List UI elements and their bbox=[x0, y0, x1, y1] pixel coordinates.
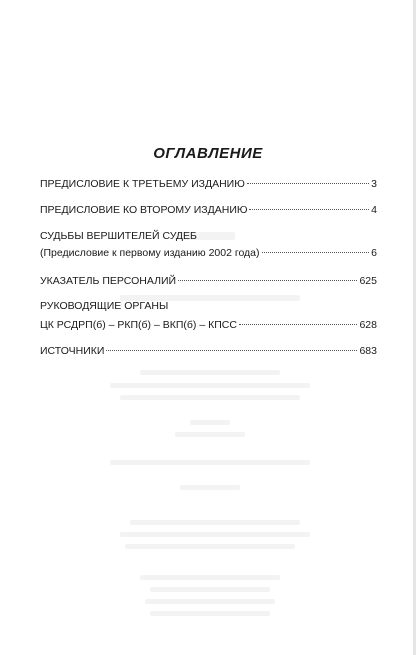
bleed-through-mark bbox=[130, 520, 300, 525]
dot-leader bbox=[178, 280, 357, 281]
bleed-through-mark bbox=[150, 611, 270, 616]
toc-page-number: 628 bbox=[359, 319, 377, 331]
toc-entry-title: УКАЗАТЕЛЬ ПЕРСОНАЛИЙ bbox=[40, 275, 177, 287]
toc-entry-third-edition-preface[interactable] bbox=[40, 177, 377, 191]
bleed-through-mark bbox=[110, 460, 310, 465]
bleed-through-mark bbox=[140, 575, 280, 580]
toc-entry-title: ПРЕДИСЛОВИЕ К ТРЕТЬЕМУ ИЗДАНИЮ bbox=[40, 178, 245, 190]
toc-page-number: 683 bbox=[359, 345, 377, 357]
bleed-through-mark bbox=[110, 383, 310, 388]
page-title: ОГЛАВЛЕНИЕ bbox=[153, 145, 263, 162]
bleed-through-mark bbox=[120, 532, 310, 537]
toc-page-number: 3 bbox=[371, 178, 377, 190]
bleed-through-mark bbox=[150, 587, 270, 592]
toc-entry-subtitle: ЦК РСДРП(б) – РКП(б) – ВКП(б) – КПСС bbox=[40, 319, 237, 331]
dot-leader bbox=[262, 252, 370, 253]
bleed-through-mark bbox=[145, 599, 275, 604]
toc-entry-fates-of-judges[interactable] bbox=[40, 229, 377, 260]
bleed-through-mark bbox=[120, 395, 300, 400]
bleed-through-mark bbox=[140, 370, 280, 375]
toc-entry-title: ПРЕДИСЛОВИЕ КО ВТОРОМУ ИЗДАНИЮ bbox=[40, 204, 248, 216]
bleed-through-mark bbox=[180, 485, 240, 490]
toc-page-number: 625 bbox=[359, 275, 377, 287]
toc-entry-sources[interactable] bbox=[40, 344, 377, 358]
toc-page-number: 6 bbox=[371, 247, 377, 259]
bleed-through-mark bbox=[190, 420, 230, 425]
dot-leader bbox=[106, 350, 357, 351]
dot-leader bbox=[239, 324, 358, 325]
bleed-through-mark bbox=[175, 432, 245, 437]
dot-leader bbox=[249, 209, 369, 210]
toc-entry-title: РУКОВОДЯЩИЕ ОРГАНЫ bbox=[40, 300, 169, 312]
dot-leader bbox=[247, 183, 369, 184]
toc-page-number: 4 bbox=[371, 204, 377, 216]
toc-entry-second-edition-preface[interactable] bbox=[40, 203, 377, 217]
bleed-through-mark bbox=[125, 544, 295, 549]
toc-entry-governing-bodies[interactable] bbox=[40, 299, 377, 332]
toc-entry-title: ИСТОЧНИКИ bbox=[40, 345, 105, 357]
toc-entry-subtitle: (Предисловие к первому изданию 2002 года) bbox=[40, 247, 260, 259]
toc-entry-title: СУДЬБЫ ВЕРШИТЕЛЕЙ СУДЕБ bbox=[40, 230, 197, 242]
toc-entry-index-of-persons[interactable] bbox=[40, 274, 377, 288]
